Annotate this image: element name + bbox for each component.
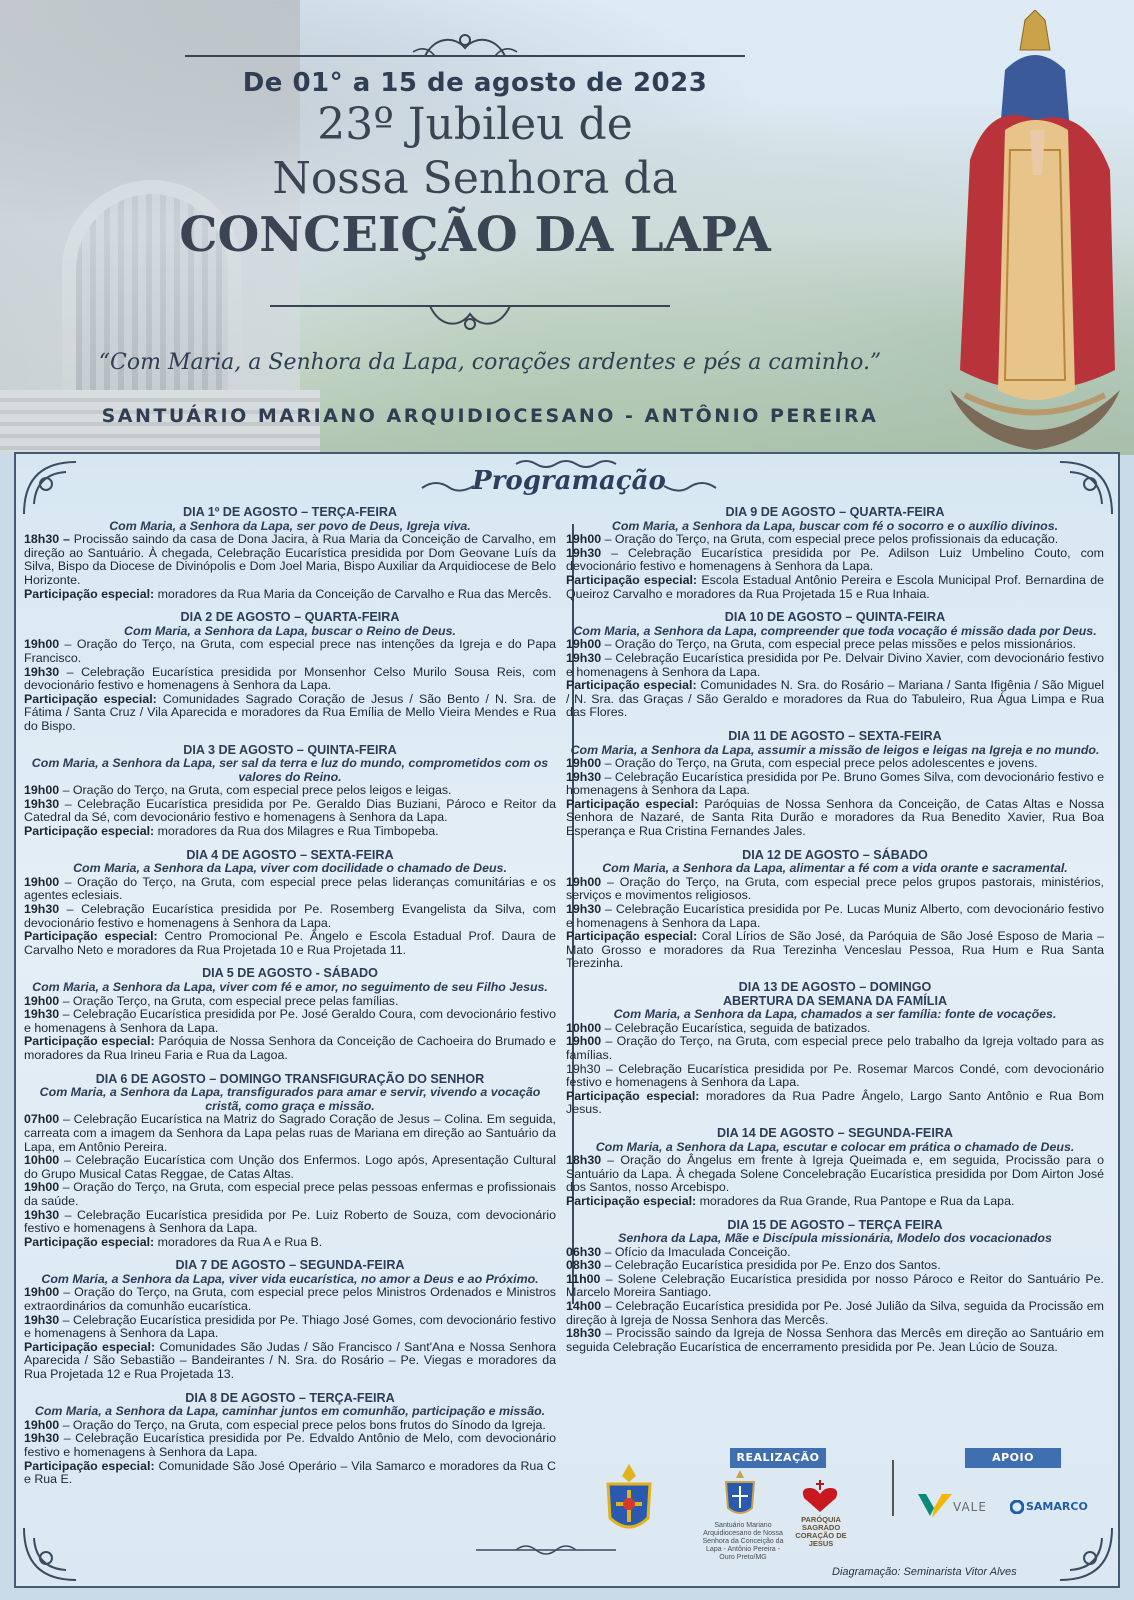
sanctuary-logo-caption: Santuário Mariano Arquidiocesano de Nossa Senhora da Conceição da Lapa - Antônio Pereira - Ouro Preto/MG — [702, 1522, 784, 1561]
program-day — [566, 849, 1104, 971]
program-day — [24, 849, 556, 958]
schedule-description: Centro Promocional Pe. Ângelo e Escola Estadual Prof. Daura de Carvalho Neto e moradores da Rua Projetada 10 e Rua Projetada 11. — [24, 929, 556, 957]
schedule-description: Comunidades N. Sra. do Rosário – Mariana / Santa Ifigênia / São Miguel / N. Sra. das Graças / São Geraldo e moradores da Rua do Tabuleiro, Rua Água Limpa e Rua das Flores. — [566, 678, 1104, 720]
program-day — [566, 1127, 1104, 1209]
schedule-description: – Solene Celebração Eucarística presidida por nosso Pároco e Reitor do Santuário Pe. Marcelo Moreira Santiago. — [566, 1271, 1104, 1300]
schedule-entry — [566, 930, 1104, 971]
vale-logo-text: VALE — [953, 1500, 987, 1514]
sanctuary-name: SANTUÁRIO MARIANO ARQUIDIOCESANO - ANTÔNIO PEREIRA — [101, 405, 879, 427]
day-title: DIA 10 DE AGOSTO – QUINTA-FEIRA — [724, 610, 946, 625]
schedule-entry — [24, 930, 556, 957]
schedule-time: 14h00 — [566, 1299, 602, 1314]
day-title: DIA 3 DE AGOSTO – QUINTA-FEIRA — [183, 742, 397, 757]
schedule-entry — [24, 798, 556, 825]
schedule-entry — [24, 1008, 556, 1035]
schedule-entry — [24, 533, 556, 587]
schedule-description: – Oração do Terço, na Gruta, com especial prece pelos Ministros Ordenados e Ministros extraordinários da comunhão eucarística. — [24, 1285, 556, 1314]
program-day — [24, 611, 556, 733]
schedule-time: 19h00 — [24, 783, 60, 798]
schedule-entry — [566, 876, 1104, 903]
schedule-description: – Oração do Terço, na Gruta, com especial prece pelas lideranças comunitárias e os agentes eclesiais. — [24, 874, 556, 903]
schedule-time: 19h30 — [24, 1431, 60, 1446]
schedule-entry — [566, 1273, 1104, 1300]
schedule-description: – Celebração Eucarística presidida por Pe. Edvaldo Antônio de Melo, com devocionário festivo e homenagens à Senhora da Lapa. — [24, 1431, 556, 1459]
day-title: DIA 12 DE AGOSTO – SÁBADO — [742, 847, 928, 862]
schedule-time: 10h00 — [566, 1020, 602, 1035]
schedule-time: 19h30 — [24, 1207, 60, 1222]
schedule-time: Participação especial: — [24, 824, 155, 839]
schedule-entry — [566, 798, 1104, 839]
schedule-entry — [24, 1341, 556, 1382]
schedule-description: – Celebração Eucarística presidida por Pe. Enzo dos Santos. — [601, 1258, 941, 1273]
schedule-entry — [24, 666, 556, 693]
schedule-description: – Procissão saindo da Igreja de Nossa Senhora das Mercês em direção ao Santuário em seguida Celebração Eucarística de encerramento presidida por Pe. Jean Lúcio de Souza. — [566, 1326, 1104, 1354]
schedule-description: moradores da Rua dos Milagres e Rua Timbopeba. — [154, 824, 439, 839]
day-theme: Com Maria, a Senhora da Lapa, viver com fé e amor, no seguimento de seu Filho Jesus. — [32, 980, 548, 994]
schedule-entry — [24, 1113, 556, 1154]
schedule-time: 19h30 — [566, 769, 602, 784]
day-title: DIA 1º DE AGOSTO – TERÇA-FEIRA — [182, 505, 398, 519]
schedule-description: – Oração do Ângelus em frente à Igreja Queimada e, em seguida, Procissão para o Santuário da Lapa. À chegada Solene Concelebração Eucarística presidida por Dom Airton José dos Santos, nosso Arcebispo. — [566, 1153, 1104, 1195]
schedule-entry — [566, 903, 1104, 930]
day-theme: Com Maria, a Senhora da Lapa, viver com docilidade o chamado de Deus. — [73, 861, 507, 876]
schedule-time: Participação especial: — [24, 1458, 155, 1473]
schedule-entry — [566, 652, 1104, 679]
schedule-time: 19h00 — [24, 993, 60, 1008]
schedule-description: moradores da Rua Grande, Rua Pantope e Rua da Lapa. — [696, 1193, 1015, 1208]
schedule-entry — [24, 1035, 556, 1062]
schedule-time: 18h30 — [566, 1326, 602, 1341]
program-day — [566, 1219, 1104, 1355]
virgin-mary-statue-image — [950, 10, 1120, 450]
schedule-time: 19h00 — [24, 1417, 60, 1432]
program-day — [24, 1392, 556, 1487]
schedule-entry — [24, 1236, 556, 1250]
schedule-description: – Oração do Terço, na Gruta, com especial prece pelos adolescentes e jovens. — [601, 756, 1038, 771]
schedule-time: Participação especial: — [566, 1193, 697, 1208]
program-day — [24, 967, 556, 1062]
schedule-time: 19h00 — [566, 874, 602, 889]
day-title: DIA 6 DE AGOSTO – DOMINGO TRANSFIGURAÇÃO DO SENHOR — [95, 1071, 485, 1086]
schedule-time: Participação especial: — [24, 1034, 155, 1049]
schedule-time: 06h30 — [566, 1244, 602, 1259]
apoio-label: APOIO — [965, 1448, 1061, 1468]
footer-separator — [892, 1460, 894, 1516]
day-theme: Com Maria, a Senhora da Lapa, buscar com fé o socorro e o auxílio divinos. — [611, 518, 1059, 533]
schedule-description: – Oração do Terço, na Gruta, com especial prece pelos bons frutos do Sínodo da Igreja. — [59, 1417, 546, 1432]
schedule-description: Coral Lírios de São José, da Paróquia de São José Esposo de Maria – Mato Grosso e moradores da Rua Terezinha Venceslau Pessoa, Rua Hum e Rua Santa Terezinha. — [566, 929, 1104, 971]
vale-logo-mark — [918, 1494, 952, 1518]
schedule-entry — [24, 1419, 556, 1433]
schedule-time: Participação especial: — [24, 586, 155, 601]
schedule-entry — [24, 1286, 556, 1313]
day-theme: Com Maria, a Senhora da Lapa, transfigurados para amar e servir, vivendo a vocação cristã, como graça e missão. — [39, 1085, 541, 1113]
schedule-time: 19h00 — [24, 1285, 60, 1300]
schedule-time: 19h30 — [566, 545, 602, 560]
schedule-time: 19h30 — [24, 664, 60, 679]
schedule-description: – Celebração Eucarística presidida por Pe. Lucas Muniz Alberto, com devocionário festivo e homenagens à Senhora da Lapa. — [566, 902, 1104, 930]
program-day — [24, 506, 556, 601]
schedule-entry — [566, 1300, 1104, 1327]
day-theme: Com Maria, a Senhora da Lapa, ser sal da terra e luz do mundo, comprometidos com os valores do Reino. — [31, 756, 549, 784]
schedule-description: – Celebração Eucarística na Matriz do Sagrado Coração de Jesus – Colina. Em seguida, carreata com a imagem da Senhora da Lapa pelas ruas de Mariana em direção ao Santuário da Lapa, em Antônio Pereira. — [24, 1112, 556, 1154]
program-day — [566, 730, 1104, 839]
schedule-description: – Celebração Eucarística presidida por Pe. Delvair Divino Xavier, com devocionário festivo e homenagens à Senhora da Lapa. — [566, 650, 1104, 679]
schedule-time: 19h00 — [566, 756, 602, 771]
day-theme: Com Maria, a Senhora da Lapa, viver vida eucarística, no amor a Deus e ao Próximo. — [41, 1271, 539, 1286]
program-panel — [14, 452, 1120, 1588]
day-theme: Com Maria, a Senhora da Lapa, chamados a ser família: fonte de vocações. — [613, 1007, 1057, 1022]
schedule-entry — [24, 638, 556, 665]
schedule-entry — [24, 784, 556, 798]
samarco-logo-text: SAMARCO — [1026, 1500, 1088, 1513]
schedule-time: 19h00 — [566, 1034, 602, 1049]
schedule-time: 19h30 — [24, 1312, 60, 1327]
title-line-1: 23º Jubileu de — [317, 99, 633, 150]
schedule-entry — [566, 1327, 1104, 1354]
schedule-time: 10h00 — [24, 1153, 60, 1168]
day-theme: Com Maria, a Senhora da Lapa, compreender que toda vocação é missão dada por Deus. — [573, 623, 1097, 638]
schedule-entry — [566, 574, 1104, 601]
schedule-description: – Celebração Eucarística presidida por Pe. Bruno Gomes Silva, com devocionário festivo e homenagens à Senhora da Lapa. — [566, 769, 1104, 798]
schedule-description: Escola Estadual Antônio Pereira e Escola Municipal Prof. Bernardina de Queiroz Carvalho e moradores da Rua Projetada 15 e Rua Inhaia. — [566, 572, 1105, 601]
schedule-description: – Celebração Eucarística presidida por Pe. Adilson Luiz Umbelino Couto, com devocionário festivo e homenagens à Senhora da Lapa. — [566, 545, 1104, 574]
schedule-description: Comunidades Sagrado Coração de Jesus / São Bento / N. Sra. de Fátima / Santa Cruz / Vila Aparecida e moradores da Rua Emília de Mello Vieira Mendes e Rua do Bispo. — [24, 691, 557, 733]
schedule-time: 19h00 — [566, 532, 602, 547]
schedule-time: Participação especial: — [24, 691, 157, 706]
schedule-time: Participação especial: — [24, 1234, 155, 1249]
schedule-time: Participação especial: — [566, 929, 698, 944]
day-title: DIA 14 DE AGOSTO – SEGUNDA-FEIRA — [716, 1125, 954, 1140]
day-title: DIA 9 DE AGOSTO – QUARTA-FEIRA — [725, 505, 945, 519]
schedule-description: – Oração do Terço, na Gruta, com especial prece pelas pessoas enfermas e profissionais da saúde. — [24, 1180, 556, 1208]
day-theme: Com Maria, a Senhora da Lapa, escutar e colocar em prática o chamado de Deus. — [595, 1139, 1075, 1154]
parish-logo-text: PARÓQUIA SAGRADO CORAÇÃO DE JESUS — [795, 1515, 847, 1548]
day-title: DIA 11 DE AGOSTO – SEXTA-FEIRA — [728, 728, 942, 743]
schedule-time: 11h00 — [566, 1271, 601, 1286]
program-title: Programação — [472, 466, 666, 496]
schedule-description: – Oração do Terço, na Gruta, com especial prece pelos leigos e leigas. — [59, 783, 452, 798]
schedule-description: – Celebração Eucarística presidida por Pe. José Geraldo Coura, com devocionário festivo e homenagens à Senhora da Lapa. — [24, 1007, 556, 1035]
schedule-time: 19h00 — [566, 637, 602, 652]
program-column-left — [24, 506, 556, 1497]
schedule-description: – Oração do Terço, na Gruta, com especial prece pelas missões e pelos missionários. — [601, 637, 1077, 652]
samarco-logo-mark — [1010, 1500, 1024, 1514]
schedule-description: – Oração do Terço, na Gruta, com especial prece pelos profissionais da educação. — [601, 532, 1059, 547]
program-day — [24, 744, 556, 839]
schedule-entry — [24, 1460, 556, 1487]
schedule-description: – Oração Terço, na Gruta, com especial prece pelas famílias. — [59, 993, 399, 1008]
schedule-description: Procissão saindo da casa de Dona Jacira, à Rua Maria da Conceição de Carvalho, em direção ao Santuário. À chegada, Celebração Eucarística presidida por Dom Geovane Luís da Silva, Bispo da Diocese de Divinópolis e Dom Joel Maria, Bispo Auxiliar da Arquidiocese de Belo Horizonte. — [24, 532, 556, 587]
header-text-block — [120, 20, 830, 264]
schedule-time: Participação especial: — [24, 1339, 156, 1354]
day-title: DIA 8 DE AGOSTO – TERÇA-FEIRA — [185, 1390, 395, 1405]
day-title: DIA 15 DE AGOSTO – TERÇA FEIRA — [727, 1217, 943, 1232]
schedule-entry — [24, 876, 556, 903]
archdiocese-coat-of-arms-logo — [598, 1462, 660, 1538]
schedule-entry — [566, 771, 1104, 798]
schedule-time: 18h30 — [566, 1153, 602, 1168]
schedule-entry — [566, 1259, 1104, 1273]
schedule-description: – Celebração Eucarística presidida por Monsenhor Celso Murilo Sousa Reis, com devocionário festivo e homenagens à Senhora da Lapa. — [24, 664, 556, 693]
title-line-3: CONCEIÇÃO DA LAPA — [179, 207, 771, 263]
schedule-entry — [24, 1209, 556, 1236]
schedule-entry — [566, 1154, 1104, 1195]
day-title: DIA 7 DE AGOSTO – SEGUNDA-FEIRA — [175, 1258, 405, 1273]
schedule-description: – Celebração Eucarística, seguida de batizados. — [601, 1020, 871, 1035]
parish-heart-logo — [800, 1480, 840, 1514]
schedule-description: – Celebração Eucarística presidida por Pe. José Julião da Silva, seguida da Procissão em direção à Igreja de Nossa Senhora das Mercês. — [566, 1299, 1104, 1327]
program-day — [566, 506, 1104, 601]
schedule-entry — [24, 1314, 556, 1341]
schedule-time: Participação especial: — [24, 929, 158, 944]
schedule-entry — [24, 1432, 556, 1459]
program-day — [24, 1073, 556, 1250]
schedule-time: 19h30 — [24, 1007, 60, 1022]
schedule-description: moradores da Rua Padre Ângelo, Largo Santo Antônio e Rua Bom Jesus. — [566, 1088, 1104, 1117]
schedule-description: – Celebração Eucarística presidida por Pe. Luiz Roberto de Souza, com devocionário festivo e homenagens à Senhora da Lapa. — [24, 1207, 556, 1236]
header-banner — [0, 0, 1134, 455]
day-theme: Com Maria, a Senhora da Lapa, alimentar a fé com a vida orante e sacramental. — [602, 861, 1068, 876]
schedule-entry — [566, 638, 1104, 652]
schedule-entry — [566, 1035, 1104, 1062]
schedule-time: Participação especial: — [566, 1088, 700, 1103]
schedule-time: 18h30 – — [24, 532, 70, 547]
schedule-entry — [24, 1154, 556, 1181]
schedule-description: – Celebração Eucarística presidida por Pe. Geraldo Dias Buziani, Pároco e Reitor da Catedral da Sé, com devocionário festivo e homenagens à Senhora da Lapa. — [24, 796, 556, 825]
schedule-entry — [566, 1195, 1104, 1209]
left-column-ornament — [476, 1542, 616, 1558]
schedule-entry — [24, 825, 556, 839]
schedule-description: Paróquias de Nossa Senhora da Conceição, de Catas Altas e Nossa Senhora de Nazaré, de Santa Rita Durão e moradores da Rua Benedito Xavier, Rua Boa Esperança e Rua Cristina Fernandes Jales. — [566, 796, 1104, 839]
design-credit: Diagramação: Seminarista Vitor Alves — [832, 1566, 1017, 1578]
corner-ornament-bottom-left — [20, 1524, 90, 1584]
day-title-secondary: ABERTURA DA SEMANA DA FAMÍLIA — [722, 993, 948, 1008]
day-title: DIA 4 DE AGOSTO – SEXTA-FEIRA — [186, 847, 394, 862]
day-theme: Com Maria, a Senhora da Lapa, ser povo de Deus, Igreja viva. — [109, 518, 471, 533]
schedule-entry — [566, 547, 1104, 574]
schedule-time: Participação especial: — [566, 678, 697, 693]
schedule-time: 19h00 — [24, 874, 60, 889]
event-dates: De 01° a 15 de agosto de 2023 — [242, 68, 708, 98]
schedule-description: Paróquia de Nossa Senhora da Conceição de Cachoeira do Brumado e moradores da Rua Irineu Faria e Rua da Lagoa. — [24, 1034, 556, 1062]
schedule-entry — [24, 903, 556, 930]
schedule-entry — [566, 679, 1104, 720]
schedule-description: moradores da Rua Maria da Conceição de Carvalho e Rua das Mercês. — [154, 586, 552, 601]
schedule-time: 19h30 — [566, 902, 602, 917]
schedule-entry — [566, 1090, 1104, 1117]
day-theme: Com Maria, a Senhora da Lapa, caminhar juntos em comunhão, participação e missão. — [34, 1404, 546, 1419]
schedule-time: 19h00 — [24, 637, 60, 652]
day-theme: Com Maria, a Senhora da Lapa, buscar o Reino de Deus. — [124, 623, 456, 638]
sanctuary-logo — [718, 1468, 762, 1518]
schedule-description: moradores da Rua A e Rua B. — [154, 1234, 323, 1249]
day-theme: Com Maria, a Senhora da Lapa, assumir a missão de leigos e leigas na Igreja e no mundo. — [570, 742, 1100, 757]
schedule-description: – Celebração Eucarística presidida por Pe. Thiago José Gomes, com devocionário festivo e homenagens à Senhora da Lapa. — [24, 1312, 556, 1341]
program-day — [566, 611, 1104, 720]
program-column-right — [566, 506, 1104, 1364]
schedule-entry — [24, 588, 556, 602]
schedule-description: – Ofício da Imaculada Conceição. — [601, 1244, 791, 1259]
schedule-entry — [566, 1246, 1104, 1260]
schedule-description: Comunidade São José Operário – Vila Samarco e moradores da Rua C e Rua E. — [24, 1458, 557, 1487]
schedule-time: 07h00 — [24, 1112, 60, 1127]
schedule-entry — [566, 757, 1104, 771]
schedule-description: – Oração do Terço, na Gruta, com especial prece nas intenções da Igreja e do Papa Francisco. — [24, 637, 556, 665]
schedule-entry — [24, 1181, 556, 1208]
schedule-description: – Oração do Terço, na Gruta, com especial prece pelos grupos pastorais, ministérios, serviços e movimentos religiosos. — [566, 874, 1104, 903]
schedule-description: 19h30 – Celebração Eucarística presidida por Pe. Rosemar Marcos Condé, com devocionário festivo e homenagens à Senhora da Lapa. — [566, 1061, 1104, 1090]
schedule-entry — [566, 533, 1104, 547]
schedule-description: – Celebração Eucarística presidida por Pe. Rosemberg Evangelista da Silva, com devocionário festivo e homenagens à Senhora da Lapa. — [24, 902, 556, 930]
day-title: DIA 13 DE AGOSTO – DOMINGO — [738, 980, 932, 994]
program-day — [24, 1259, 556, 1381]
schedule-description: Comunidades São Judas / São Francisco / Sant'Ana e Nossa Senhora Aparecida / São Sebastião – Bandeirantes / N. Sra. do Rosário – Pe. Viegas e moradores da Rua Projetada 12 e Rua Projetada 13. — [24, 1339, 556, 1382]
schedule-time: 19h30 — [24, 796, 60, 811]
schedule-time: Participação especial: — [566, 572, 698, 587]
schedule-time: Participação especial: — [566, 796, 699, 811]
schedule-time: 19h30 — [566, 650, 602, 665]
schedule-entry — [566, 1063, 1104, 1090]
schedule-time: 08h30 — [566, 1258, 602, 1273]
schedule-entry — [24, 995, 556, 1009]
theme-motto: “Com Maria, a Senhora da Lapa, corações ardentes e pés a caminho.” — [98, 350, 882, 375]
title-line-2: Nossa Senhora da — [272, 153, 678, 204]
schedule-time: 19h00 — [24, 1180, 60, 1195]
schedule-entry — [566, 1022, 1104, 1036]
schedule-time: 19h30 — [24, 902, 60, 917]
schedule-entry — [24, 693, 556, 734]
day-title: DIA 2 DE AGOSTO – QUARTA-FEIRA — [180, 610, 400, 625]
title-ornament — [270, 300, 670, 334]
schedule-description: – Celebração Eucarística com Unção dos Enfermos. Logo após, Apresentação Cultural do Grupo Musical Catas Reggae, de Catas Altas. — [24, 1153, 556, 1181]
day-theme: Senhora da Lapa, Mãe e Discípula missionária, Modelo dos vocacionados — [618, 1231, 1052, 1246]
day-title: DIA 5 DE AGOSTO - SÁBADO — [202, 966, 378, 981]
program-day — [566, 981, 1104, 1117]
realizacao-label: REALIZAÇÃO — [730, 1448, 826, 1468]
schedule-description: – Oração do Terço, na Gruta, com especial prece pelo trabalho da Igreja voltado para as famílias. — [566, 1034, 1104, 1062]
